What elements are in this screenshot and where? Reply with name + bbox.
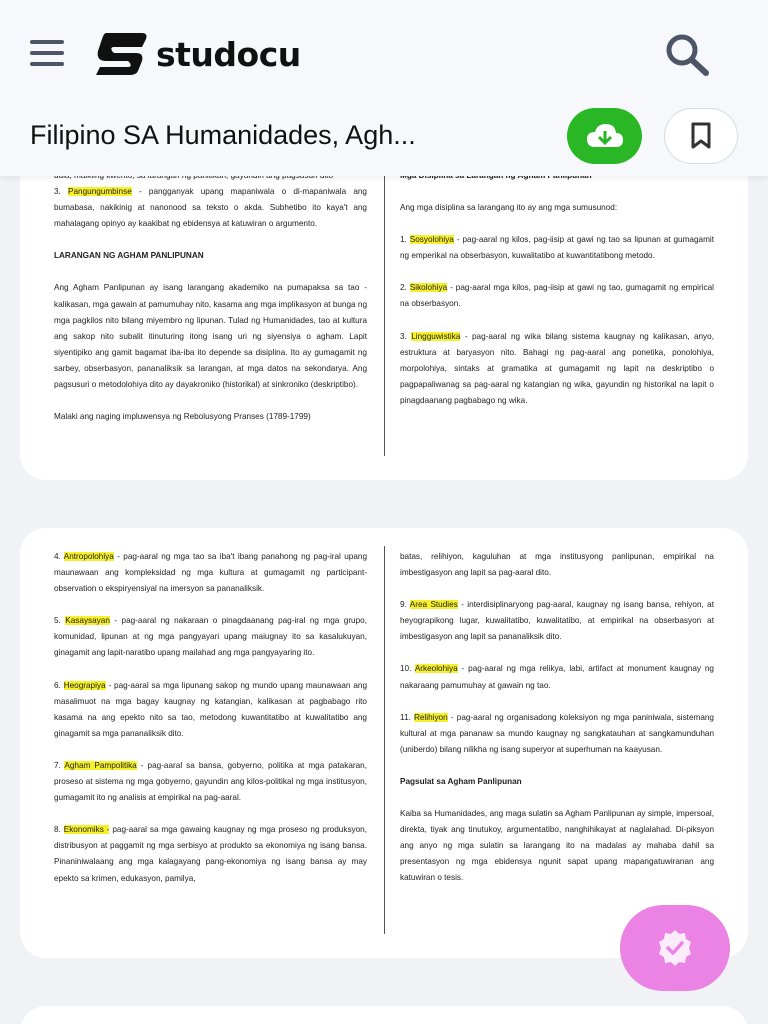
highlighted-term: Sikolohiya [409, 283, 448, 293]
brand-name: studocu [156, 34, 301, 74]
list-item: 5. Kasaysayan - pag-aaral ng nakaraan o pinagdaanang pag-iral ng mga grupo, komunidad, lipunan at ng mga pangyayari upang maiugnay ito sa kasalukuyan, ginagamit ang lapit-naratibo upang mailahad ang mga pangyayaring ito. [54, 616, 367, 658]
highlighted-term: Lingguwistika [411, 331, 461, 341]
list-item: 6. Heograpiya - pag-aaral sa mga lipunang sakop ng mundo upang maunawaan ang masalimuot na mga bagay kaugnay ng katangian, kalikasan at pagbabago rito kasama na ang epekto nito sa tao, metodong kuwantitatibo at kuwalitatibo ang ginagamit sa mga pananaliksik dito. [54, 680, 367, 738]
paragraph: Kaiba sa Humanidades, ang maga sulatin sa Agham Panlipunan ay simple, impersoal, direkta, tiyak ang tinutukoy, argumentatibo, nanghihikayat at naglalahad. Di-piksyon ang anyo ng mga sulatin sa larangang ito na madalas ay mahaba dahil sa presentasyon ng mga ebidensya ngunit sapat upang mapangatuwiranan ang katuwiran o tesis. [400, 809, 714, 883]
studocu-logo[interactable] [92, 30, 301, 78]
page2-right-column [400, 549, 714, 903]
list-item: 9. Area Studies - interdisiplinaryong pag-aaral, kaugnay ng isang bansa, rehiyon, at heyograpikong lugar, kuwalitatibo, kuwalitatibo, at empirikal na obserbasyon at imbestigasyon ang lapit sa pananaliksik dito. [400, 600, 714, 642]
page1-left-column [54, 168, 367, 441]
list-item: 4. Antropolohiya - pag-aaral ng mga tao sa iba't ibang panahong ng pag-iral upang maunawaan ang kompleksidad ng mga kultura at gumagamit ng participant-observation o ekspiryensiyal na imersyon sa pananaliksik. [54, 552, 367, 594]
paragraph: batas, relihiyon, kaguluhan at mga institusyong panlipunan, empirikal na imbestigasyon ang lapit sa pag-aaral dito. [400, 552, 714, 578]
paragraph: Ang mga disiplina sa larangang ito ay ang mga sumusunod: [400, 203, 618, 213]
section-heading: Pagsulat sa Agham Panlipunan [400, 776, 522, 786]
list-item: 1. Sosyolohiya - pag-aaral ng kilos, pag-iisip at gawi ng tao sa lipunan at gumagamit ng emperikal na obserbasyon, kuwalitatibo at kuwantitatibong metodo. [400, 235, 714, 261]
highlighted-term: Pangungumbinse [68, 187, 132, 197]
highlighted-term: Relihiyon [413, 712, 448, 722]
column-divider [384, 546, 385, 934]
highlighted-term: Area Studies [409, 600, 458, 610]
studocu-logo-icon [92, 31, 150, 77]
bookmark-button[interactable] [664, 108, 738, 164]
cloud-download-icon [585, 121, 625, 151]
list-item: 3. Pangungumbinse - pangganyak upang mapaniwala o di-mapaniwala ang bumabasa, nakikinig at nanonood sa teksto o akda. Subhetibo ito kaya't ang mahalagang opinyo ay kaakibat ng ebidensya at katuwiran o argumento. [54, 187, 367, 229]
highlighted-term: Kasaysayan [65, 616, 110, 626]
list-item: 7. Agham Pampolitika - pag-aaral sa bansa, gobyerno, politika at mga patakaran, proseso at sistema ng mga gobyerno, gayundin ang kilos-politikal ng mga institusyon, gumagamit ito ng analisis at empirikal na pag-aaral. [54, 760, 367, 803]
list-item: 2. Sikolohiya - pag-aaral mga kilos, pag-iisip at gawi ng tao, gumagamit ng empirical na obserbasyon. [400, 283, 714, 309]
document-page-3 [20, 1006, 748, 1024]
document-title-bar [0, 108, 768, 176]
highlighted-term: Sosyolohiya [409, 235, 454, 245]
hamburger-menu-icon[interactable] [30, 40, 64, 68]
paragraph: Ang Agham Panlipunan ay isang larangang akademiko na pumapaksa sa tao - kalikasan, mga gawain at pamumuhay nito, kasama ang mga implikasyon at bunga ng mga pagkilos nito bilang miyembro ng lipunan. Tulad ng Humanidades, tao at kultura ang sakop nito subalit itinuturing itong isang uri ng siyensiya o agham. Lapit siyentipiko ang gamit bagamat iba-iba ito depende sa disiplina. Ito ay gumagamit ng sarbey, obserbasyon, pananaliksik sa larangan, at mga datos na sekondarya. Ang pagsusuri o metodolohiya dito ay dayakroniko (historikal) at sinkroniko (deskriptibo). [54, 283, 367, 390]
download-button[interactable] [567, 108, 642, 164]
paragraph: Malaki ang naging impluwensya ng Rebolusyong Pranses (1789-1799) [54, 412, 311, 422]
highlighted-term: Heograpiya [63, 680, 106, 690]
highlighted-term: Agham Pampolitika [64, 760, 137, 770]
document-page-1 [20, 150, 748, 480]
section-heading: LARANGAN NG AGHAM PANLIPUNAN [54, 251, 204, 261]
list-item: 8. Ekonomiks - pag-aaral sa mga gawaing kaugnay ng mga proseso ng produksyon, distribusyon at paggamit ng mga serbisyo at produkto sa ekonomiya ng isang bansa. Pinaniniwalaang ang mga kalagayang pang-ekonomiya ng isang bansa ay may epekto sa krimen, edukasyon, pamilya, [54, 825, 368, 883]
highlighted-term: Arkeolohiya [414, 664, 458, 674]
check-badge-icon [654, 927, 696, 969]
document-title: Filipino SA Humanidades, Agh... [30, 120, 416, 150]
highlighted-term: Antropolohiya [63, 552, 114, 561]
list-item: 11. Relihiyon - pag-aaral ng organisadong koleksiyon ng mga paniniwala, sistemang kultural at mga pananaw sa mundo kaugnay ng sangkatauhan at sangkamunduhan (uniberdo) bilang nilikha ng isang superyor at superhuman na kaayusan. [400, 712, 714, 754]
document-page-2 [20, 528, 748, 958]
page1-right-column [400, 168, 714, 425]
highlighted-term: Ekonomiks - [63, 825, 110, 835]
column-divider [384, 150, 385, 456]
floating-action-button[interactable] [620, 905, 730, 991]
bookmark-icon [689, 122, 713, 150]
search-icon[interactable] [662, 32, 712, 76]
list-item: 10. Arkeolohiya - pag-aaral ng mga relikya, labi, artifact at monument kaugnay ng nakaraang pamumuhay at gawain ng tao. [400, 664, 714, 690]
page2-left-column [54, 549, 367, 903]
list-item: 3. Lingguwistika - pag-aaral ng wika bilang sistema kaugnay ng kalikasan, anyo, estruktura at baryasyon nito. Bahagi ng pag-aaral ang ponetika, ponolohiya, morpolohiya, sintaks at gramatika at gumagamit ng lapit na deskriptibo o pagpapaliwanag sa pag-aaral ng katangian ng wika, gayundin ng historikal na lapit o pinagdaanang pagbabago ng wika. [400, 331, 714, 405]
top-bar [0, 0, 768, 108]
